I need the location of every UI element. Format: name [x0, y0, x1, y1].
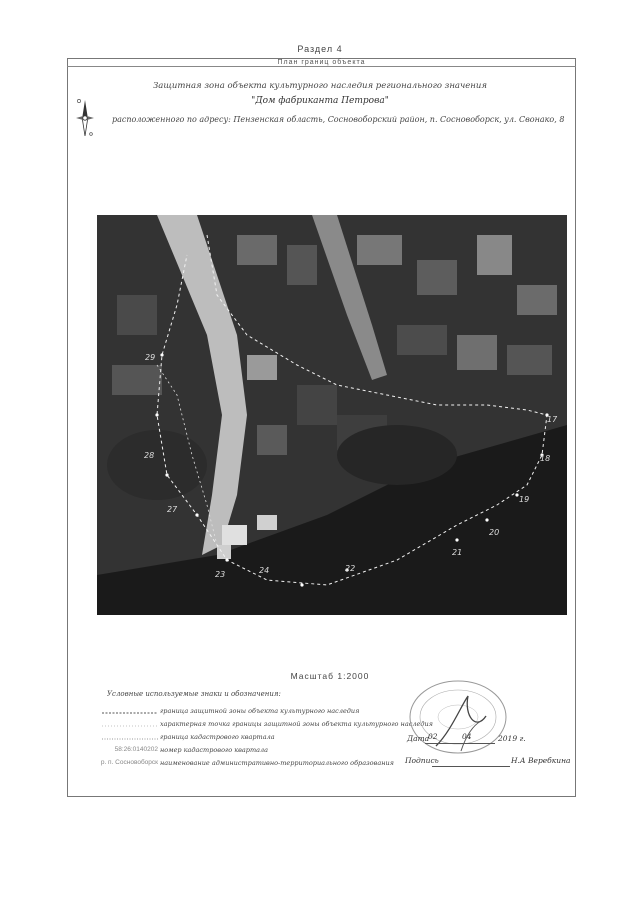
legend-item: граница кадастрового квартала [60, 733, 440, 745]
legend-item: 58:26:0140202 номер кадастрового квартала [114, 746, 269, 754]
dotted-line-icon [102, 733, 158, 743]
dashed-line-icon [102, 707, 158, 717]
object-title: Защитная зона объекта культурного наследия регионального значения [152, 81, 488, 91]
point-label: 24 [259, 566, 270, 575]
point-marker-icon [102, 720, 158, 730]
map-image [97, 215, 567, 615]
point-label: 22 [345, 564, 356, 573]
point-label: 18 [540, 454, 551, 463]
object-address: расположенного по адресу: Пензенская область, Сосновоборский район, п. Сосновоборск, ул. Свонако, 8 [112, 115, 565, 124]
signature-line [432, 766, 510, 767]
legend-item: характерная точка границы защитной зоны объекта культурного наследия [60, 720, 440, 732]
signer-name: Н.А Веребкина [511, 756, 571, 765]
legend-item: р. п. Сосновоборск наименование административно-территориального образования [100, 759, 394, 767]
legend-title: Условные используемые знаки и обозначения: [107, 690, 281, 698]
seal-stamp [406, 676, 510, 758]
plan-title: План границ объекта [67, 58, 576, 67]
object-name: "Дом фабриканта Петрова" [251, 96, 389, 106]
date-underline [425, 743, 495, 744]
aerial-map [97, 215, 567, 615]
point-label: 29 [145, 353, 156, 362]
point-label: 17 [547, 415, 558, 424]
date-month: 04 [462, 732, 472, 741]
section-label: Раздел 4 [297, 44, 343, 54]
legend-item: граница защитной зоны объекта культурного наследия [60, 707, 440, 719]
point-label: 20 [489, 528, 500, 537]
point-label: 21 [452, 548, 463, 557]
point-label: 23 [215, 570, 226, 579]
point-label: 19 [519, 495, 530, 504]
date-year: 2019 г. [498, 734, 526, 743]
signature-label: Подпись [405, 756, 439, 765]
point-label: 27 [167, 505, 178, 514]
date-day: 02 [428, 732, 438, 741]
point-label: 28 [144, 451, 155, 460]
map-scale: Масштаб 1:2000 [290, 671, 370, 681]
date-label: Дата [407, 734, 430, 743]
